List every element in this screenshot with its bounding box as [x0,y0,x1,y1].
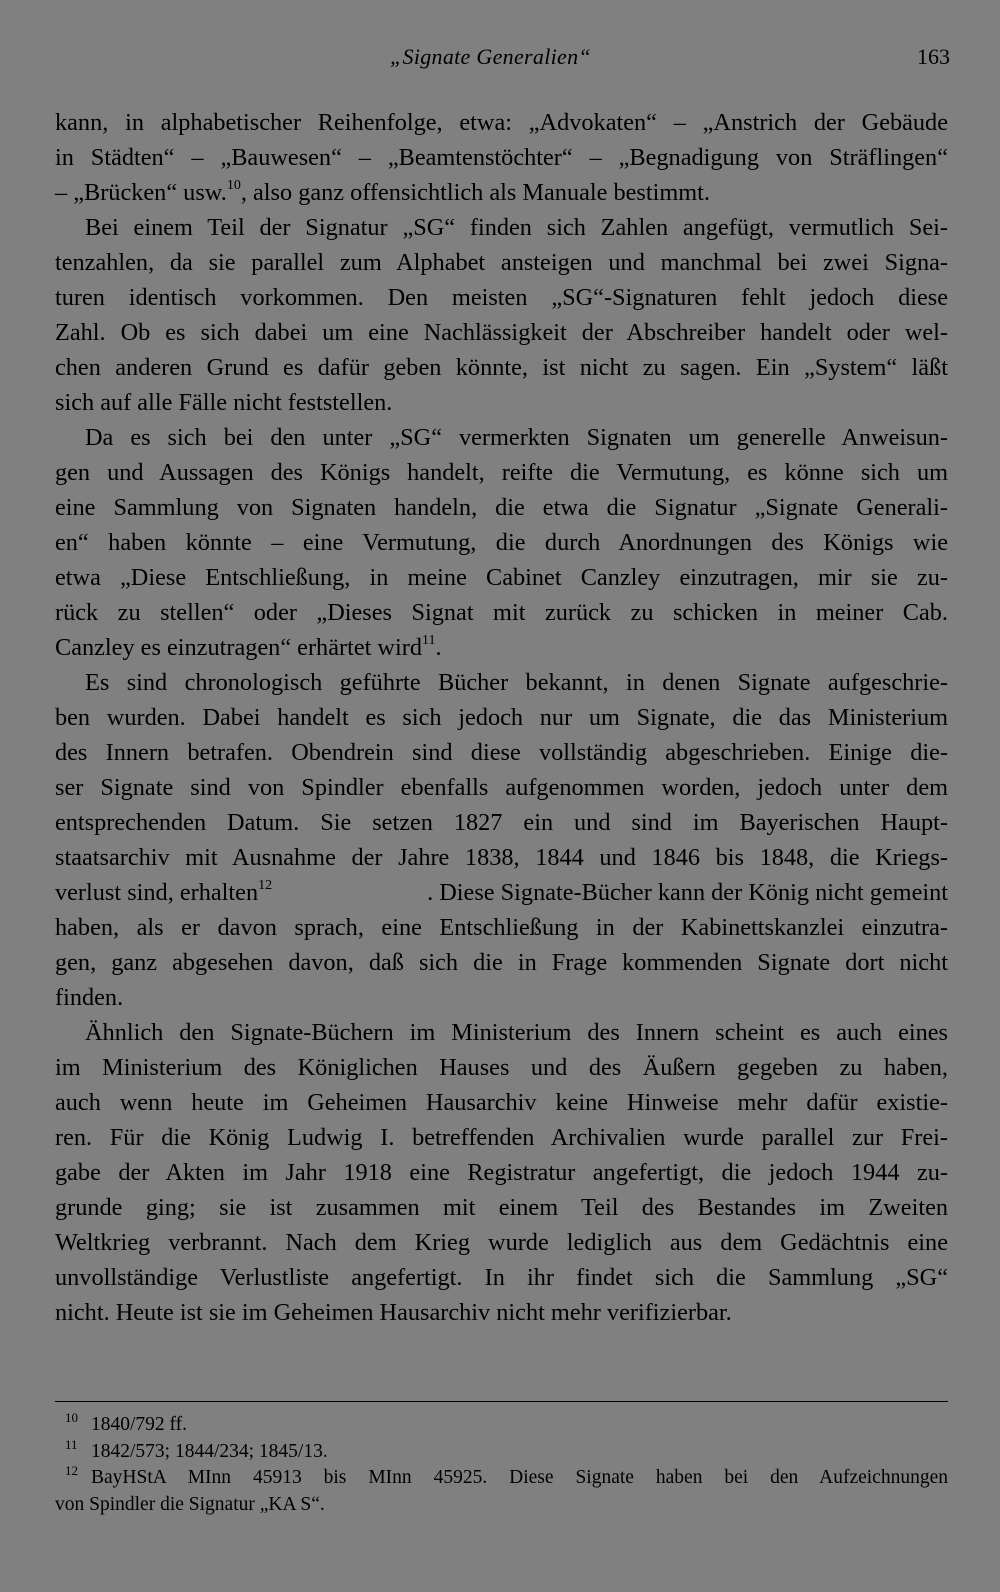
text-fragment: – „Brücken“ usw. [55,179,227,206]
footnote: 12 BayHStA MInn 45913 bis MInn 45925. Diese Signate haben bei den Aufzeichnungen [65,1463,948,1488]
text-line: en“ haben könnte – eine Vermutung, die durch Anordnungen des Königs wie [55,529,948,556]
text-fragment: . Diese Signate-Bücher kann der König nicht gemeint [427,879,948,906]
footnote-text: 1840/792 ff. [91,1414,188,1435]
text-fragment [55,875,272,910]
text-line: Ähnlich den Signate-Büchern im Ministerium des Innern scheint es auch eines [85,1019,948,1046]
text-line: rück zu stellen“ oder „Dieses Signat mit zurück zu schicken in meiner Cab. [55,599,948,626]
text-line: ser Signate sind von Spindler ebenfalls aufgenommen worden, jedoch unter dem [55,774,948,801]
text-line: Bei einem Teil der Signatur „SG“ finden sich Zahlen angefügt, vermutlich Sei- [85,214,948,241]
text-line: gen, ganz abgesehen davon, daß sich die in Frage kommenden Signate dort nicht [55,949,948,976]
text-line [55,175,948,210]
page-number: 163 [917,44,950,69]
text-line: unvollständige Verlustliste angefertigt. In ihr findet sich die Sammlung „SG“ [55,1264,948,1291]
text-line: gen und Aussagen des Königs handelt, reifte die Vermutung, es könne sich um [55,459,948,486]
text-fragment: verlust sind, erhalten [55,879,259,906]
footnote-divider [55,1401,948,1402]
text-line: auch wenn heute im Geheimen Hausarchiv keine Hinweise mehr dafür existie- [55,1089,948,1116]
text-line: des Innern betrafen. Obendrein sind diese vollständig abgeschrieben. Einige die- [55,739,948,766]
footnote-text: 1842/573; 1844/234; 1845/13. [91,1440,328,1462]
footnote: 11 1842/573; 1844/234; 1845/13. [65,1436,328,1462]
footnote-reference: 11 [421,633,436,648]
text-fragment: , also ganz offensichtlich als Manuale bestimmt. [240,179,711,206]
text-line: finden. [55,984,124,1011]
text-line: Weltkrieg verbrannt. Nach dem Krieg wurde lediglich aus dem Gedächtnis eine [55,1229,948,1256]
footnote-continuation: von Spindler die Signatur „KA S“. [55,1493,325,1515]
text-line: Es sind chronologisch geführte Bücher bekannt, in denen Signate aufgeschrie- [85,669,948,696]
text-line: etwa „Diese Entschließung, in meine Cabinet Canzley einzutragen, mir sie zu- [55,564,948,591]
text-line: gabe der Akten im Jahr 1918 eine Registratur angefertigt, die jedoch 1944 zu- [55,1159,948,1186]
text-line: entsprechenden Datum. Sie setzen 1827 ein und sind im Bayerischen Haupt- [55,809,948,836]
text-fragment: . [435,634,442,661]
footnote-reference: 12 [258,878,273,893]
text-line: haben, als er davon sprach, eine Entschließung in der Kabinettskanzlei einzutra- [55,914,948,941]
text-line: grunde ging; sie ist zusammen mit einem Teil des Bestandes im Zweiten [55,1194,948,1221]
running-title: „Signate Generalien“ [390,44,591,69]
text-line: turen identisch vorkommen. Den meisten „SG“-Signaturen fehlt jedoch diese [55,284,948,311]
text-line: tenzahlen, da sie parallel zum Alphabet ansteigen und manchmal bei zwei Signa- [55,249,948,276]
text-line: ben wurden. Dabei handelt es sich jedoch nur um Signate, die das Ministerium [55,704,948,731]
text-line: staatsarchiv mit Ausnahme der Jahre 1838, 1844 und 1846 bis 1848, die Kriegs- [55,844,948,871]
text-line: sich auf alle Fälle nicht feststellen. [55,389,393,416]
text-line: Zahl. Ob es sich dabei um eine Nachlässigkeit der Abschreiber handelt oder wel- [55,319,948,346]
text-line: in Städten“ – „Bauwesen“ – „Beamtenstöchter“ – „Begnadigung von Sträflingen“ [55,144,948,171]
text-line: nicht. Heute ist sie im Geheimen Hausarchiv nicht mehr verifizierbar. [55,1299,732,1326]
text-line: eine Sammlung von Signaten handeln, die etwa die Signatur „Signate Generali- [55,494,948,521]
text-line: kann, in alphabetischer Reihenfolge, etwa: „Advokaten“ – „Anstrich der Gebäude [55,109,948,136]
footnote: 10 1840/792 ff. [65,1410,188,1435]
text-line [55,875,948,910]
footnote-reference: 10 [226,178,241,193]
text-line: ren. Für die König Ludwig I. betreffenden Archivalien wurde parallel zur Frei- [55,1124,948,1151]
text-line [55,630,948,665]
footnotes [55,1412,948,1518]
footnote-text: BayHStA MInn 45913 bis MInn 45925. Diese Signate haben bei den Aufzeichnungen [91,1467,948,1488]
text-line: Da es sich bei den unter „SG“ vermerkten Signaten um generelle Anweisun- [85,424,948,451]
text-line: chen anderen Grund es dafür geben könnte, ist nicht zu sagen. Ein „System“ läßt [55,354,948,381]
text-line: im Ministerium des Königlichen Hauses und des Äußern gegeben zu haben, [55,1054,948,1081]
running-head [0,44,1000,74]
text-fragment: Canzley es einzutragen“ erhärtet wird [55,634,422,661]
body-text [55,105,948,1330]
